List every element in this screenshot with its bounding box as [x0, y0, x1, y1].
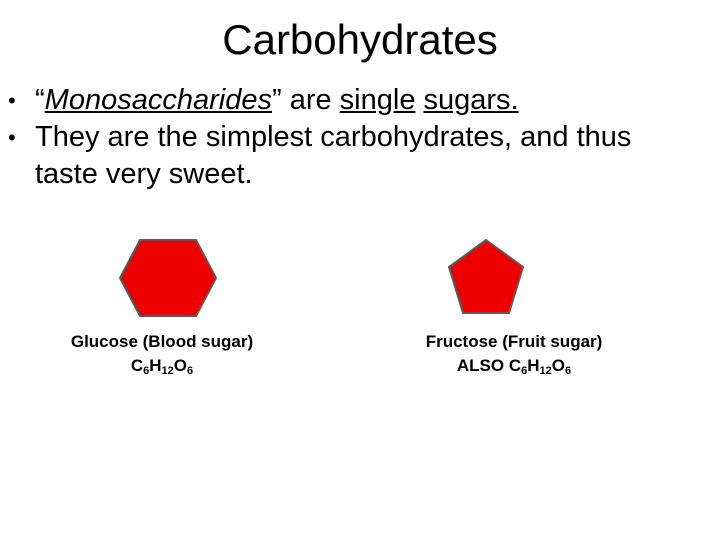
- bullet-item-simplest: [0, 119, 720, 193]
- hexagon-polygon: [120, 240, 216, 316]
- bullet-list: [0, 82, 720, 193]
- word-sugars: sugars.: [423, 84, 519, 116]
- formula-o: O: [173, 356, 188, 375]
- glucose-caption: [40, 330, 284, 378]
- formula-o-count: 6: [565, 365, 572, 377]
- fructose-caption: [392, 330, 636, 378]
- slide-title: Carbohydrates: [222, 16, 498, 63]
- bullet-marker: •: [8, 125, 16, 150]
- formula-h: H: [149, 356, 162, 375]
- fructose-formula: [392, 354, 636, 378]
- formula-c: C: [130, 356, 144, 375]
- formula-o-count: 6: [187, 365, 194, 377]
- formula-h-count: 12: [161, 365, 174, 377]
- formula-c-count: 6: [521, 365, 528, 377]
- formula-h: H: [527, 356, 540, 375]
- word-single: single: [339, 84, 416, 116]
- formula-prefix: ALSO: [456, 356, 509, 375]
- term-monosaccharides: Monosaccharides: [44, 84, 272, 116]
- bullet-text-line2: taste very sweet.: [35, 158, 253, 190]
- formula-o: O: [551, 356, 565, 375]
- glucose-hexagon-shape: [118, 238, 218, 318]
- fructose-pentagon-shape: [446, 238, 526, 316]
- formula-h-count: 12: [539, 365, 552, 377]
- bullet-text-mid: are: [281, 84, 340, 116]
- quote-close: ”: [271, 84, 282, 116]
- word-space: [415, 84, 423, 116]
- bullet-marker: •: [8, 88, 16, 113]
- glucose-label: Glucose (Blood sugar): [70, 332, 254, 351]
- fructose-label: Fructose (Fruit sugar): [425, 332, 603, 351]
- bullet-text-line1: They are the simplest carbohydrates, and thus: [35, 121, 632, 153]
- formula-c-count: 6: [143, 365, 150, 377]
- pentagon-polygon: [449, 240, 523, 313]
- quote-open: “: [35, 84, 45, 116]
- glucose-formula: [40, 354, 284, 378]
- bullet-item-monosaccharides: [0, 82, 720, 119]
- formula-c: C: [508, 356, 522, 375]
